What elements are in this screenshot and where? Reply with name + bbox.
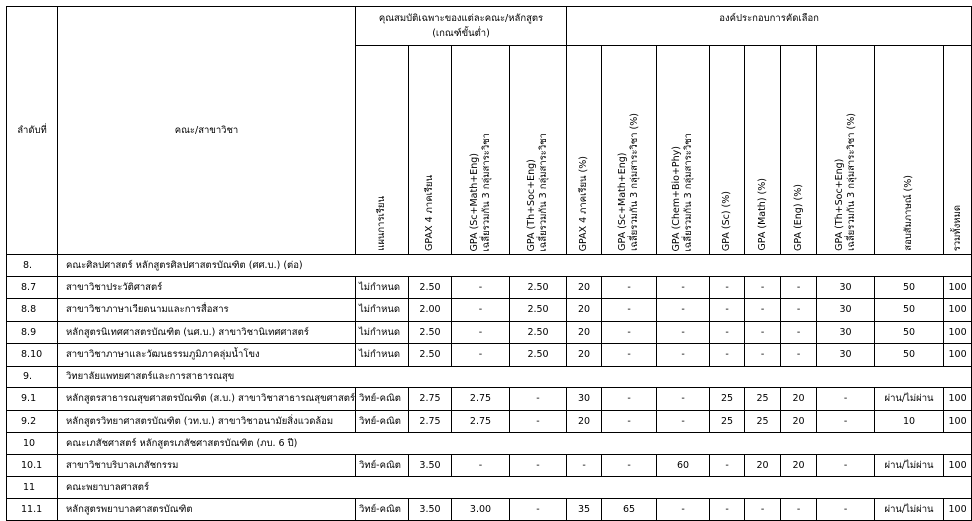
table-cell: - xyxy=(510,454,567,477)
program-name: สาขาวิชาบริบาลเภสัชกรรม xyxy=(58,454,356,477)
table-cell: - xyxy=(657,344,710,367)
table-cell: - xyxy=(817,498,875,521)
table-cell: - xyxy=(817,454,875,477)
table-cell: - xyxy=(817,388,875,411)
comp-col-gpa-chem: GPA (Chem+Bio+Phy) เฉลี่ยรวมกัน 3 กลุ่มสาระวิชา xyxy=(657,46,710,255)
row-number: 9.1 xyxy=(7,388,58,411)
table-cell: - xyxy=(710,344,745,367)
table-cell: - xyxy=(745,299,781,322)
section-row xyxy=(7,366,972,388)
table-cell: - xyxy=(657,388,710,411)
table-row xyxy=(7,498,972,521)
table-cell: - xyxy=(657,498,710,521)
table-cell: - xyxy=(781,344,817,367)
table-cell: 20 xyxy=(781,410,817,433)
row-number: 10.1 xyxy=(7,454,58,477)
table-cell: 2.50 xyxy=(409,321,452,344)
table-cell: - xyxy=(745,344,781,367)
table-cell: 20 xyxy=(567,410,602,433)
table-cell: 60 xyxy=(657,454,710,477)
table-cell: - xyxy=(781,498,817,521)
table-row xyxy=(7,454,972,477)
table-cell: ไม่กำหนด xyxy=(356,299,409,322)
table-cell: 20 xyxy=(567,344,602,367)
program-name: สาขาวิชาภาษาเวียดนามและการสื่อสาร xyxy=(58,299,356,322)
table-cell: 3.50 xyxy=(409,454,452,477)
table-cell: - xyxy=(602,321,657,344)
table-cell: ไม่กำหนด xyxy=(356,276,409,299)
table-cell: 20 xyxy=(781,388,817,411)
row-number: 8.8 xyxy=(7,299,58,322)
comp-col-eng: GPA (Eng) (%) xyxy=(781,46,817,255)
table-cell: - xyxy=(745,276,781,299)
table-cell: - xyxy=(710,454,745,477)
table-cell: 2.75 xyxy=(409,388,452,411)
table-cell: - xyxy=(602,276,657,299)
table-cell: - xyxy=(510,388,567,411)
table-cell: 25 xyxy=(745,388,781,411)
table-cell: - xyxy=(781,276,817,299)
table-cell: - xyxy=(657,321,710,344)
table-cell: - xyxy=(452,454,510,477)
table-cell: ไม่กำหนด xyxy=(356,321,409,344)
table-cell: - xyxy=(452,344,510,367)
table-row xyxy=(7,388,972,411)
table-cell: 50 xyxy=(875,276,944,299)
table-cell: วิทย์-คณิต xyxy=(356,454,409,477)
section-number: 11 xyxy=(7,477,58,499)
table-cell: 100 xyxy=(944,388,972,411)
table-cell: - xyxy=(452,299,510,322)
table-cell: ผ่าน/ไม่ผ่าน xyxy=(875,498,944,521)
table-cell: 50 xyxy=(875,321,944,344)
table-cell: - xyxy=(657,410,710,433)
table-cell: 30 xyxy=(817,321,875,344)
table-cell: 100 xyxy=(944,299,972,322)
table-cell: 65 xyxy=(602,498,657,521)
qual-col-gpax: GPAX 4 ภาคเรียน xyxy=(409,46,452,255)
table-cell: - xyxy=(602,299,657,322)
table-cell: 100 xyxy=(944,344,972,367)
comp-col-gpax: GPAX 4 ภาคเรียน (%) xyxy=(567,46,602,255)
section-row xyxy=(7,477,972,499)
table-cell: 2.75 xyxy=(409,410,452,433)
table-cell: 2.00 xyxy=(409,299,452,322)
section-title: คณะพยาบาลศาสตร์ xyxy=(58,477,972,499)
table-cell: 3.50 xyxy=(409,498,452,521)
table-cell: - xyxy=(602,410,657,433)
table-cell: 50 xyxy=(875,299,944,322)
table-cell: ผ่าน/ไม่ผ่าน xyxy=(875,454,944,477)
comp-col-gpa-sci: GPA (Sc+Math+Eng) เฉลี่ยรวมกัน 3 กลุ่มสาระวิชา (%) xyxy=(602,46,657,255)
table-row xyxy=(7,299,972,322)
comp-col-total: รวมทั้งหมด xyxy=(944,46,972,255)
row-number: 9.2 xyxy=(7,410,58,433)
table-cell: - xyxy=(567,454,602,477)
admission-criteria-table xyxy=(6,6,972,521)
table-cell: - xyxy=(710,276,745,299)
table-cell: 100 xyxy=(944,321,972,344)
table-cell: 2.50 xyxy=(510,344,567,367)
table-row xyxy=(7,276,972,299)
table-cell: วิทย์-คณิต xyxy=(356,410,409,433)
table-cell: 2.75 xyxy=(452,410,510,433)
row-number: 11.1 xyxy=(7,498,58,521)
table-cell: 20 xyxy=(781,454,817,477)
table-cell: 10 xyxy=(875,410,944,433)
table-cell: 100 xyxy=(944,276,972,299)
table-cell: 30 xyxy=(817,344,875,367)
row-number: 8.10 xyxy=(7,344,58,367)
section-title: วิทยาลัยแพทยศาสตร์และการสาธารณสุข xyxy=(58,366,972,388)
table-cell: 2.50 xyxy=(510,299,567,322)
order-header: ลำดับที่ xyxy=(7,7,58,255)
qual-col-gpa-th: GPA (Th+Soc+Eng) เฉลี่ยรวมกัน 3 กลุ่มสาระวิชา xyxy=(510,46,567,255)
table-cell: 100 xyxy=(944,454,972,477)
table-cell: - xyxy=(710,498,745,521)
program-name: สาขาวิชาประวัติศาสตร์ xyxy=(58,276,356,299)
header-row-top xyxy=(7,7,972,46)
comp-col-interview: สอบสัมภาษณ์ (%) xyxy=(875,46,944,255)
table-cell: 35 xyxy=(567,498,602,521)
program-name: หลักสูตรวิทยาศาสตรบัณฑิต (วท.บ.) สาขาวิชาอนามัยสิ่งแวดล้อม xyxy=(58,410,356,433)
section-number: 10 xyxy=(7,433,58,455)
table-cell: ผ่าน/ไม่ผ่าน xyxy=(875,388,944,411)
table-row xyxy=(7,410,972,433)
qualifications-header xyxy=(356,7,567,46)
table-cell: - xyxy=(745,321,781,344)
program-name: สาขาวิชาภาษาและวัฒนธรรมภูมิภาคลุ่มน้ำโขง xyxy=(58,344,356,367)
table-cell: - xyxy=(710,321,745,344)
table-cell: 50 xyxy=(875,344,944,367)
program-name: หลักสูตรนิเทศศาสตรบัณฑิต (นศ.บ.) สาขาวิชานิเทศศาสตร์ xyxy=(58,321,356,344)
table-cell: - xyxy=(657,299,710,322)
table-cell: 2.75 xyxy=(452,388,510,411)
program-name: หลักสูตรสาธารณสุขศาสตรบัณฑิต (ส.บ.) สาขาวิชาสาธารณสุขศาสตร์ xyxy=(58,388,356,411)
comp-col-math: GPA (Math) (%) xyxy=(745,46,781,255)
table-cell: - xyxy=(602,344,657,367)
table-cell: 25 xyxy=(710,410,745,433)
table-cell: - xyxy=(452,321,510,344)
table-cell: 25 xyxy=(710,388,745,411)
table-cell: 2.50 xyxy=(510,321,567,344)
table-cell: 20 xyxy=(745,454,781,477)
table-cell: วิทย์-คณิต xyxy=(356,388,409,411)
table-cell: - xyxy=(452,276,510,299)
row-number: 8.9 xyxy=(7,321,58,344)
row-number: 8.7 xyxy=(7,276,58,299)
qualifications-subtitle: (เกณฑ์ขั้นต่ำ) xyxy=(432,28,490,39)
table-cell: - xyxy=(781,299,817,322)
table-cell: 100 xyxy=(944,498,972,521)
table-body xyxy=(7,255,972,521)
faculty-header: คณะ/สาขาวิชา xyxy=(58,7,356,255)
table-cell: วิทย์-คณิต xyxy=(356,498,409,521)
table-cell: 30 xyxy=(567,388,602,411)
table-cell: 3.00 xyxy=(452,498,510,521)
table-cell: - xyxy=(710,299,745,322)
section-number: 8. xyxy=(7,255,58,277)
table-cell: 30 xyxy=(817,299,875,322)
table-cell: 25 xyxy=(745,410,781,433)
table-cell: 2.50 xyxy=(409,276,452,299)
qual-col-plan: แผนการเรียน xyxy=(356,46,409,255)
table-cell: - xyxy=(510,410,567,433)
section-row xyxy=(7,255,972,277)
table-cell: - xyxy=(510,498,567,521)
components-header: องค์ประกอบการคัดเลือก xyxy=(567,7,972,46)
table-cell: 30 xyxy=(817,276,875,299)
qualifications-title: คุณสมบัติเฉพาะของแต่ละคณะ/หลักสูตร xyxy=(378,13,544,24)
comp-col-gpa-th: GPA (Th+Soc+Eng) เฉลี่ยรวมกัน 3 กลุ่มสาระวิชา (%) xyxy=(817,46,875,255)
table-cell: 2.50 xyxy=(510,276,567,299)
table-cell: 20 xyxy=(567,321,602,344)
table-cell: 20 xyxy=(567,299,602,322)
qual-col-gpa-sci: GPA (Sc+Math+Eng) เฉลี่ยรวมกัน 3 กลุ่มสาระวิชา xyxy=(452,46,510,255)
table-cell: - xyxy=(781,321,817,344)
table-cell: - xyxy=(657,276,710,299)
section-row xyxy=(7,433,972,455)
section-number: 9. xyxy=(7,366,58,388)
table-cell: - xyxy=(745,498,781,521)
table-cell: 100 xyxy=(944,410,972,433)
table-row xyxy=(7,344,972,367)
table-row xyxy=(7,321,972,344)
comp-col-sc: GPA (Sc) (%) xyxy=(710,46,745,255)
table-cell: ไม่กำหนด xyxy=(356,344,409,367)
program-name: หลักสูตรพยาบาลศาสตรบัณฑิต xyxy=(58,498,356,521)
section-title: คณะศิลปศาสตร์ หลักสูตรศิลปศาสตรบัณฑิต (ศศ.บ.) (ต่อ) xyxy=(58,255,972,277)
table-cell: 20 xyxy=(567,276,602,299)
table-cell: - xyxy=(817,410,875,433)
table-cell: - xyxy=(602,454,657,477)
table-cell: 2.50 xyxy=(409,344,452,367)
section-title: คณะเภสัชศาสตร์ หลักสูตรเภสัชศาสตรบัณฑิต (ภบ. 6 ปี) xyxy=(58,433,972,455)
table-cell: - xyxy=(602,388,657,411)
